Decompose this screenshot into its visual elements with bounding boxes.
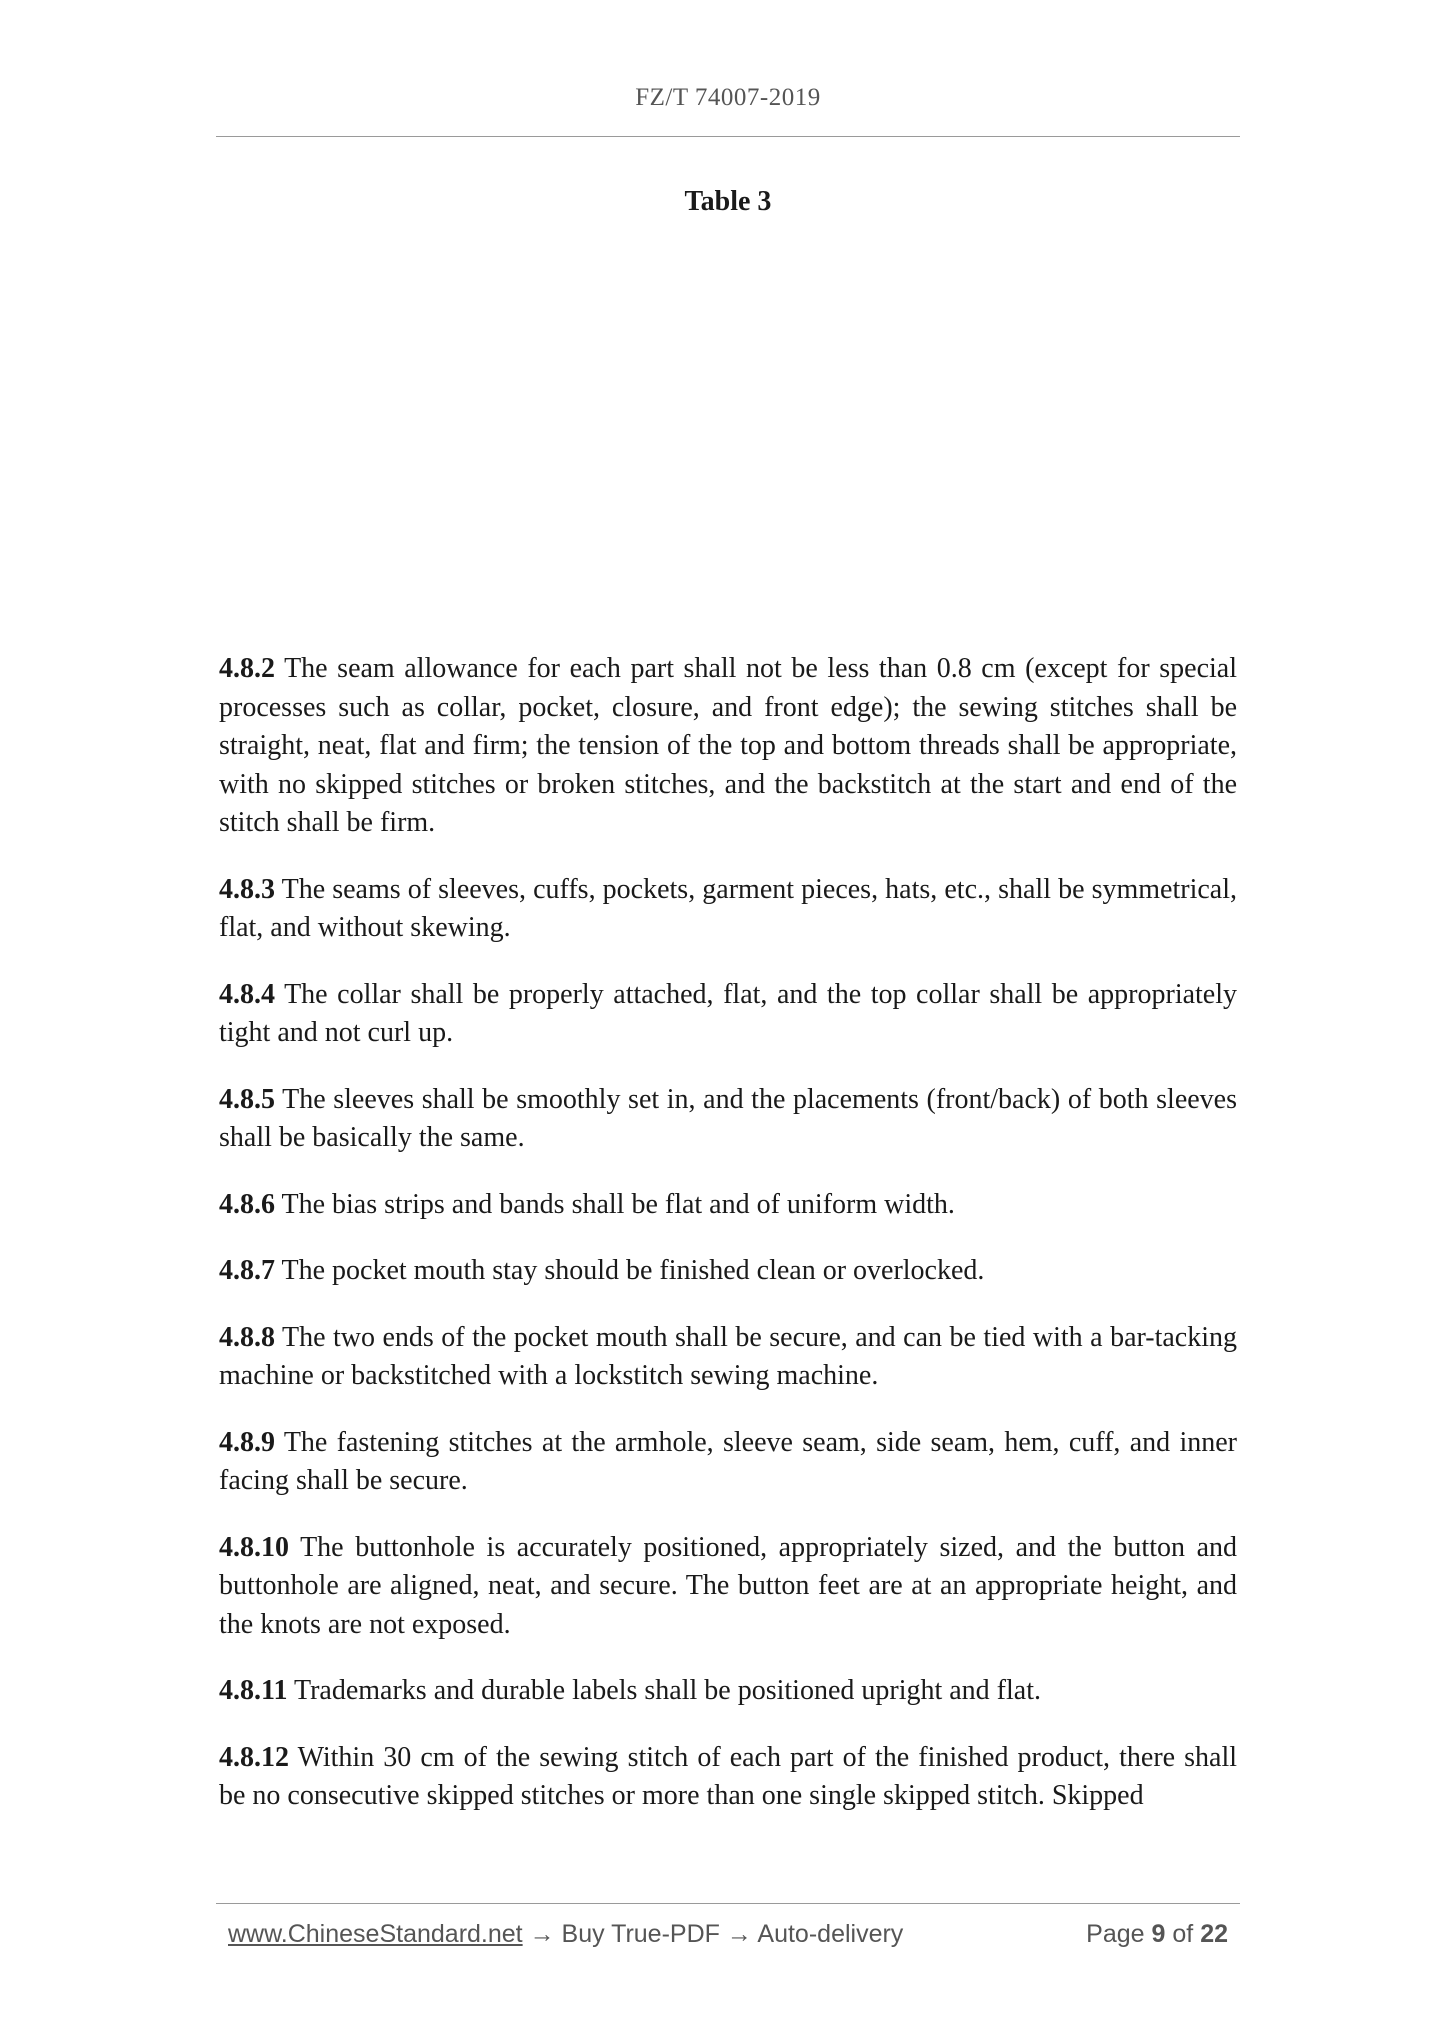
clause-4-8-10 bbox=[219, 1529, 1237, 1645]
header-divider bbox=[216, 136, 1240, 137]
clause-number: 4.8.2 bbox=[219, 653, 275, 684]
clause-4-8-8 bbox=[219, 1319, 1237, 1396]
clause-text: The seams of sleeves, cuffs, pockets, garment pieces, hats, etc., shall be symmetrical, flat, and without skewing. bbox=[219, 873, 1237, 943]
clause-text: The sleeves shall be smoothly set in, and the placements (front/back) of both sleeves shall be basically the same. bbox=[219, 1083, 1237, 1153]
website-link[interactable]: www.ChineseStandard.net bbox=[228, 1920, 523, 1948]
clause-number: 4.8.5 bbox=[219, 1083, 275, 1115]
clause-list bbox=[219, 650, 1237, 1844]
total-page-number: 22 bbox=[1200, 1920, 1228, 1948]
clause-4-8-6 bbox=[219, 1186, 1237, 1225]
clause-number: 4.8.11 bbox=[219, 1675, 288, 1706]
clause-4-8-12 bbox=[219, 1739, 1237, 1816]
clause-4-8-4 bbox=[219, 976, 1237, 1053]
footer-promo bbox=[228, 1920, 903, 1949]
clause-number: 4.8.3 bbox=[219, 873, 275, 905]
footer-tagline: → Buy True-PDF → Auto-delivery bbox=[529, 1920, 904, 1948]
clause-text: The buttonhole is accurately positioned, appropriately sized, and the button and buttonhole are aligned, neat, and secure. The button feet are at an appropriate height, and the knots are not exposed. bbox=[219, 1531, 1237, 1640]
clause-number: 4.8.8 bbox=[219, 1321, 275, 1353]
clause-text: The bias strips and bands shall be flat and of uniform width. bbox=[281, 1188, 955, 1220]
clause-number: 4.8.7 bbox=[219, 1255, 275, 1286]
clause-4-8-2 bbox=[219, 650, 1237, 843]
clause-4-8-3 bbox=[219, 871, 1237, 948]
clause-text: The seam allowance for each part shall not be less than 0.8 cm (except for special processes such as collar, pocket, closure, and front edge); the sewing stitches shall be straight, neat, flat and firm; the tension of the top and bottom threads shall be appropriate, with no skipped stitches or broken stitches, and the backstitch at the start and end of the stitch shall be firm. bbox=[219, 653, 1237, 838]
document-code-header: FZ/T 74007-2019 bbox=[635, 84, 821, 111]
clause-4-8-7 bbox=[219, 1252, 1237, 1291]
clause-4-8-9 bbox=[219, 1424, 1237, 1501]
clause-number: 4.8.12 bbox=[219, 1741, 289, 1773]
page-label: Page bbox=[1086, 1920, 1145, 1948]
table-caption: Table 3 bbox=[684, 186, 772, 217]
clause-text: The pocket mouth stay should be finished clean or overlocked. bbox=[281, 1255, 985, 1286]
of-label: of bbox=[1172, 1920, 1194, 1948]
page-indicator bbox=[1086, 1920, 1228, 1949]
clause-text: Trademarks and durable labels shall be positioned upright and flat. bbox=[293, 1675, 1041, 1706]
clause-number: 4.8.10 bbox=[219, 1531, 289, 1563]
clause-text: The fastening stitches at the armhole, sleeve seam, side seam, hem, cuff, and inner facing shall be secure. bbox=[219, 1426, 1237, 1496]
current-page-number: 9 bbox=[1151, 1920, 1166, 1948]
clause-4-8-11 bbox=[219, 1672, 1237, 1711]
footer-divider bbox=[216, 1903, 1240, 1904]
page-footer bbox=[228, 1920, 1228, 1954]
clause-text: Within 30 cm of the sewing stitch of each part of the finished product, there shall be no consecutive skipped stitches or more than one single skipped stitch. Skipped bbox=[219, 1741, 1238, 1811]
clause-4-8-5 bbox=[219, 1081, 1237, 1158]
clause-text: The two ends of the pocket mouth shall be secure, and can be tied with a bar-tacking machine or backstitched with a lockstitch sewing machine. bbox=[219, 1321, 1237, 1391]
clause-number: 4.8.9 bbox=[219, 1426, 275, 1458]
clause-number: 4.8.6 bbox=[219, 1188, 275, 1220]
clause-number: 4.8.4 bbox=[219, 978, 275, 1010]
clause-text: The collar shall be properly attached, flat, and the top collar shall be appropriately tight and not curl up. bbox=[219, 978, 1238, 1048]
